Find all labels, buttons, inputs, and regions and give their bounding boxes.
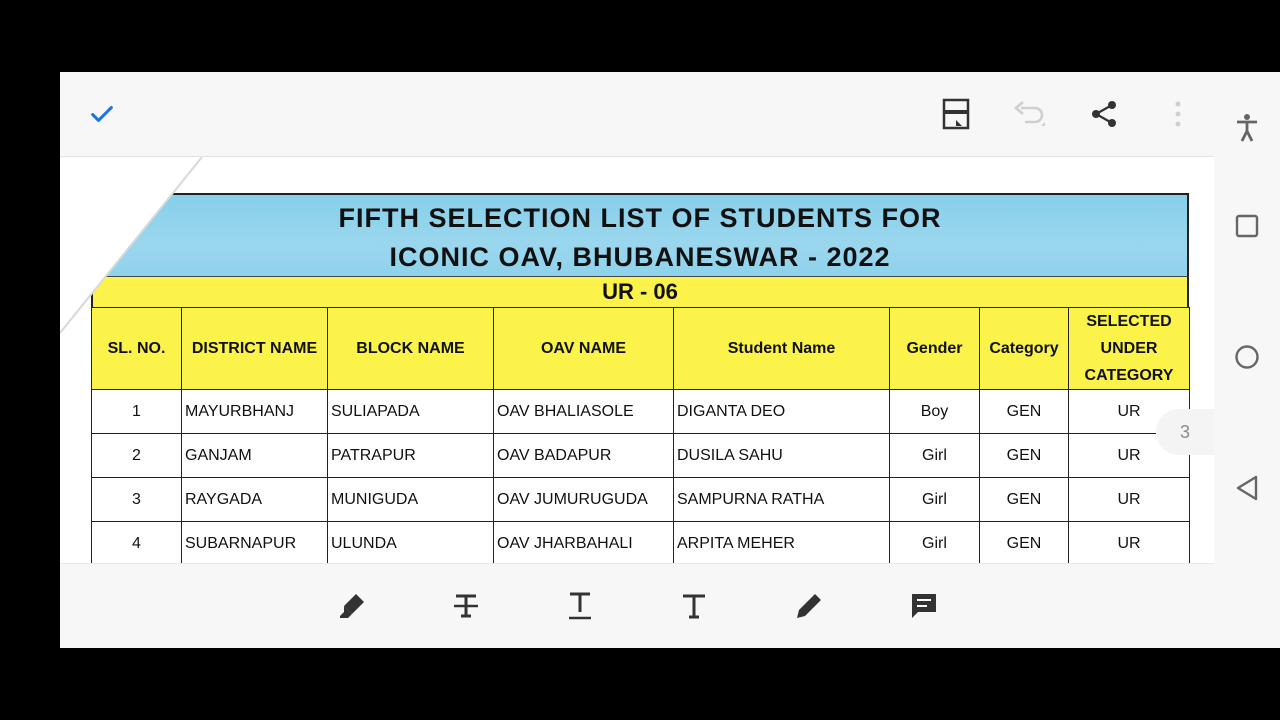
cell-category: GEN (980, 390, 1069, 434)
cell-student: DUSILA SAHU (674, 434, 890, 478)
column-header: Category (980, 308, 1069, 390)
title-line-1: FIFTH SELECTION LIST OF STUDENTS FOR (338, 203, 942, 233)
cell-selected: UR (1069, 390, 1190, 434)
column-header: Gender (890, 308, 980, 390)
cell-gender: Girl (890, 478, 980, 522)
cell-block: MUNIGUDA (328, 478, 494, 522)
cell-oav: OAV BHALIASOLE (494, 390, 674, 434)
recents-icon[interactable] (1227, 206, 1267, 246)
cell-gender: Boy (890, 390, 980, 434)
home-icon[interactable] (1227, 337, 1267, 377)
underline-icon[interactable] (560, 586, 600, 626)
column-header: BLOCK NAME (328, 308, 494, 390)
cell-oav: OAV JUMURUGUDA (494, 478, 674, 522)
share-icon[interactable] (1084, 94, 1124, 134)
table-header-row (92, 308, 1190, 390)
cell-sl: 2 (92, 434, 182, 478)
cell-sl: 4 (92, 522, 182, 564)
cell-district: GANJAM (182, 434, 328, 478)
table-row (92, 390, 1190, 434)
cell-student: ARPITA MEHER (674, 522, 890, 564)
cell-gender: Girl (890, 522, 980, 564)
document-title-banner (91, 193, 1189, 276)
check-icon[interactable] (82, 94, 122, 134)
cell-selected: UR (1069, 478, 1190, 522)
highlighter-icon[interactable] (332, 586, 372, 626)
page-number-indicator[interactable]: 3 (1156, 409, 1214, 455)
table-row (92, 478, 1190, 522)
strikethrough-icon[interactable] (446, 586, 486, 626)
selection-list-page (91, 193, 1189, 563)
document-viewport[interactable] (60, 157, 1214, 563)
cell-category: GEN (980, 522, 1069, 564)
table-row (92, 434, 1190, 478)
cell-block: SULIAPADA (328, 390, 494, 434)
undo-icon[interactable] (1010, 94, 1050, 134)
cell-student: DIGANTA DEO (674, 390, 890, 434)
cell-student: SAMPURNA RATHA (674, 478, 890, 522)
cell-gender: Girl (890, 434, 980, 478)
cell-block: ULUNDA (328, 522, 494, 564)
comment-icon[interactable] (904, 586, 944, 626)
top-toolbar (60, 72, 1214, 157)
cell-oav: OAV JHARBAHALI (494, 522, 674, 564)
cell-category: GEN (980, 434, 1069, 478)
table-row (92, 522, 1190, 564)
column-header: OAV NAME (494, 308, 674, 390)
cell-selected: UR (1069, 522, 1190, 564)
column-header: SL. NO. (92, 308, 182, 390)
pdf-editor (60, 72, 1214, 648)
cell-district: MAYURBHANJ (182, 390, 328, 434)
quota-label: UR - 06 (91, 276, 1189, 307)
cell-oav: OAV BADAPUR (494, 434, 674, 478)
column-header: SELECTED UNDER CATEGORY (1069, 308, 1190, 390)
cell-selected: UR (1069, 434, 1190, 478)
back-icon[interactable] (1227, 468, 1267, 508)
cell-block: PATRAPUR (328, 434, 494, 478)
column-header: DISTRICT NAME (182, 308, 328, 390)
cell-sl: 1 (92, 390, 182, 434)
cell-sl: 3 (92, 478, 182, 522)
system-nav-bar (1214, 72, 1280, 648)
column-header: Student Name (674, 308, 890, 390)
cell-district: SUBARNAPUR (182, 522, 328, 564)
text-icon[interactable] (674, 586, 714, 626)
cell-category: GEN (980, 478, 1069, 522)
student-table (91, 307, 1190, 563)
more-vert-icon[interactable] (1158, 94, 1198, 134)
cell-district: RAYGADA (182, 478, 328, 522)
pencil-icon[interactable] (789, 586, 829, 626)
page-fold-corner (60, 157, 210, 337)
title-line-2: ICONIC OAV, BHUBANESWAR - 2022 (389, 242, 891, 272)
annotation-toolbar (60, 563, 1214, 648)
accessibility-icon[interactable] (1227, 108, 1267, 148)
save-pdf-icon[interactable] (936, 94, 976, 134)
